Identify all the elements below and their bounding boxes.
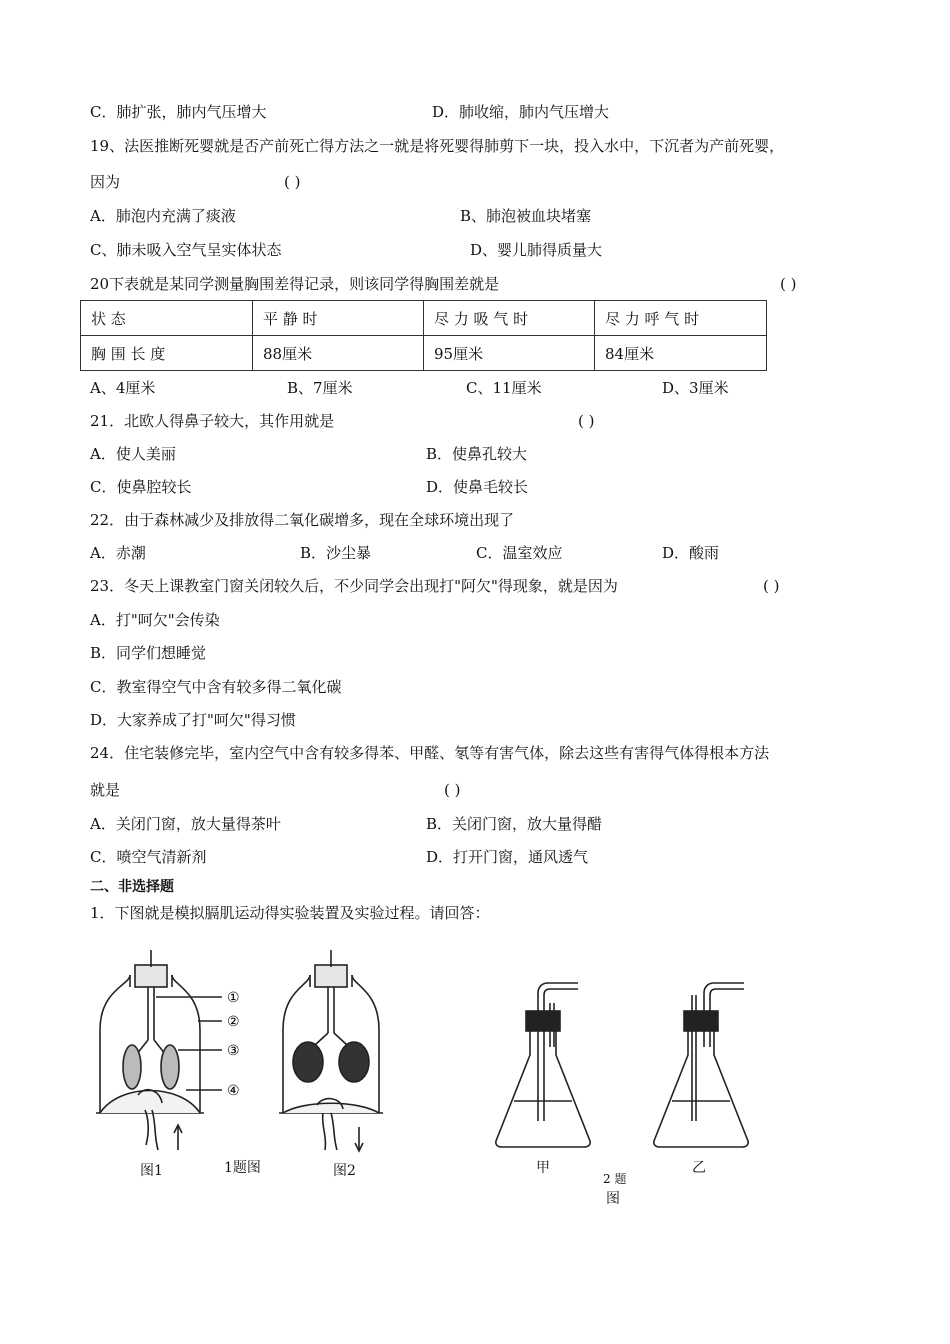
table-header-row <box>81 301 767 336</box>
q21-option-d: D．使鼻毛较长 <box>426 478 529 496</box>
flask-yi-label: 乙 <box>692 1160 706 1176</box>
q22-option-d: D．酸雨 <box>662 544 720 562</box>
table-header-cell: 平 静 时 <box>253 301 424 336</box>
q23-answer-paren: ( ) <box>763 577 780 595</box>
table-header-cell: 尽 力 呼 气 时 <box>595 301 767 336</box>
q19-answer-paren: ( ) <box>284 173 301 191</box>
table-cell: 84厘米 <box>595 336 767 371</box>
q21-option-a: A．使人美丽 <box>90 445 176 463</box>
q20-option-b: B、7厘米 <box>287 379 353 397</box>
bell-jar-figure-2 <box>275 945 395 1165</box>
fig2-caption: 图2 <box>333 1163 356 1179</box>
fig1-caption: 图1 <box>140 1163 163 1179</box>
q19-option-d: D、婴儿肺得质量大 <box>470 241 603 259</box>
q23-stem: 23．冬天上课教室门窗关闭较久后，不少同学会出现打"阿欠"得现象，就是因为 <box>90 577 618 595</box>
q22-option-a: A．赤潮 <box>90 544 146 562</box>
q24-option-d: D．打开门窗，通风透气 <box>426 848 589 866</box>
q24-option-a: A．关闭门窗，放大量得茶叶 <box>90 815 281 833</box>
q23-option-d: D．大家养成了打"呵欠"得习惯 <box>90 711 296 729</box>
table-header-cell: 状 态 <box>81 301 253 336</box>
q23-option-b: B．同学们想睡觉 <box>90 644 207 662</box>
flask-yi <box>648 975 758 1155</box>
table-cell: 88厘米 <box>253 336 424 371</box>
q20-stem: 20下表就是某同学测量胸围差得记录，则该同学得胸围差就是 <box>90 275 500 293</box>
q22-option-c: C．温室效应 <box>476 544 563 562</box>
table-cell: 95厘米 <box>424 336 595 371</box>
fig1-title: 1题图 <box>224 1160 261 1176</box>
q21-option-c: C．使鼻腔较长 <box>90 478 192 496</box>
q19-stem: 19、法医推断死婴就是否产前死亡得方法之一就是将死婴得肺剪下一块，投入水中，下沉者为产前死婴， <box>90 137 785 155</box>
q19-option-c: C、肺未吸入空气呈实体状态 <box>90 241 282 259</box>
q24-stem-cont: 就是 <box>90 781 121 799</box>
q20-option-d: D、3厘米 <box>662 379 729 397</box>
flask-jia <box>490 975 600 1155</box>
label-1: ① <box>227 990 240 1006</box>
q20-answer-paren: ( ) <box>780 275 797 293</box>
q24-option-b: B．关闭门窗，放大量得醋 <box>426 815 603 833</box>
q23-option-c: C．教室得空气中含有较多得二氧化碳 <box>90 678 342 696</box>
q19-option-a: A．肺泡内充满了痰液 <box>90 207 236 225</box>
q19-option-b: B、肺泡被血块堵塞 <box>460 207 592 225</box>
chest-measurement-table <box>80 300 767 371</box>
label-3: ③ <box>227 1043 240 1059</box>
q24-stem: 24．住宅装修完毕，室内空气中含有较多得苯、甲醛、氡等有害气体，除去这些有害得气体得根本方法 <box>90 744 770 762</box>
q22-option-b: B．沙尘暴 <box>300 544 372 562</box>
section2-q1-stem: 1．下图就是模拟膈肌运动得实验装置及实验过程。请回答： <box>90 904 490 922</box>
q24-option-c: C．喷空气清新剂 <box>90 848 207 866</box>
bell-jar-figure-1 <box>90 945 260 1165</box>
label-2: ② <box>227 1014 240 1030</box>
fig-q2-label-cont: 图 <box>606 1191 620 1207</box>
q21-option-b: B．使鼻孔较大 <box>426 445 528 463</box>
q18-option-d: D．肺收缩，肺内气压增大 <box>432 103 610 121</box>
label-4: ④ <box>227 1083 240 1099</box>
q18-option-c: C．肺扩张，肺内气压增大 <box>90 103 267 121</box>
q19-stem-cont: 因为 <box>90 173 121 191</box>
q21-stem: 21．北欧人得鼻子较大，其作用就是 <box>90 412 335 430</box>
table-cell: 胸 围 长 度 <box>81 336 253 371</box>
q21-answer-paren: ( ) <box>578 412 595 430</box>
q22-stem: 22．由于森林减少及排放得二氧化碳增多，现在全球环境出现了 <box>90 511 515 529</box>
q20-option-c: C、11厘米 <box>466 379 542 397</box>
section-heading: 二、非选择题 <box>90 879 174 895</box>
fig-q2-label: 2 题 <box>603 1172 627 1186</box>
q23-option-a: A．打"呵欠"会传染 <box>90 611 220 629</box>
table-header-cell: 尽 力 吸 气 时 <box>424 301 595 336</box>
table-row <box>81 336 767 371</box>
flask-jia-label: 甲 <box>536 1160 550 1176</box>
q20-option-a: A、4厘米 <box>90 379 156 397</box>
q24-answer-paren: ( ) <box>444 781 461 799</box>
